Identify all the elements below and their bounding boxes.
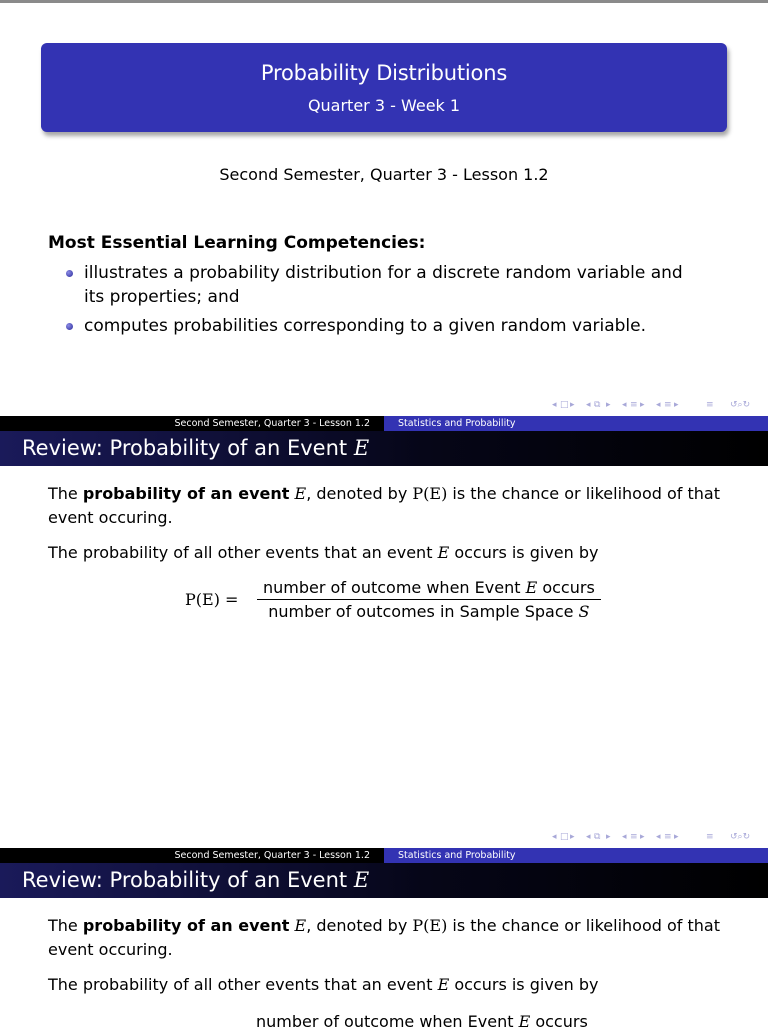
nav-left-arrow-icon[interactable]: ◂ [552,400,557,410]
frame-title-bar [0,431,768,466]
formula-denominator: number of outcomes in Sample Space S [268,602,590,621]
formula-fraction [257,578,601,621]
nav-right-arrow-icon[interactable]: ▸ [640,832,645,842]
formula-numerator: number of outcome when Event E occurs [257,578,601,600]
nav-section-icon[interactable]: ≡ [664,832,672,842]
top-border [0,0,768,3]
nav-left-arrow-icon[interactable]: ◂ [552,832,557,842]
nav-left-arrow-icon[interactable]: ◂ [656,832,661,842]
competency-text: computes probabilities corresponding to a given random variable. [84,316,646,336]
formula-lhs: P(E) = [185,590,239,609]
nav-left-arrow-icon[interactable]: ◂ [586,400,591,410]
navigation-bar [552,834,766,844]
presentation-author: Second Semester, Quarter 3 - Lesson 1.2 [219,165,549,184]
footline-course: Statistics and Probability [398,850,516,861]
nav-right-arrow-icon[interactable]: ▸ [674,400,679,410]
nav-document-icon[interactable]: ≡ [706,832,714,842]
nav-frame-icon[interactable]: □ [560,400,569,410]
formula-intro-paragraph: The probability of all other events that an event E occurs is given by [48,543,599,562]
nav-subsection-icon[interactable]: ⧉ [594,400,601,410]
nav-left-arrow-icon[interactable]: ◂ [656,400,661,410]
competencies-heading: Most Essential Learning Competencies: [48,233,426,253]
bullet-icon [66,270,73,277]
nav-section-icon[interactable]: ≡ [630,400,638,410]
frame-title-variable: E [353,868,370,892]
nav-subsection-icon[interactable]: ⧉ [594,832,601,842]
bullet-icon [66,323,73,330]
presentation-subtitle: Quarter 3 - Week 1 [307,96,461,115]
nav-search-icon[interactable]: ↺⌕↻ [730,400,751,410]
navigation-bar [552,402,766,412]
footline-author: Second Semester, Quarter 3 - Lesson 1.2 [174,418,370,429]
formula-intro-paragraph: The probability of all other events that an event E occurs is given by [48,975,599,994]
frame-title: Review: Probability of an Event [22,868,354,892]
nav-right-arrow-icon[interactable]: ▸ [570,400,575,410]
competencies-list [66,261,706,343]
nav-section-icon[interactable]: ≡ [630,832,638,842]
footline-course: Statistics and Probability [398,418,516,429]
competency-text: illustrates a probability distribution for a discrete random variable and its properties; and [84,263,683,307]
list-item [66,314,706,338]
nav-section-icon[interactable]: ≡ [664,400,672,410]
nav-frame-icon[interactable]: □ [560,832,569,842]
nav-right-arrow-icon[interactable]: ▸ [640,400,645,410]
title-box [41,43,727,132]
defined-term: probability of an event [82,916,290,935]
slide-footline [0,848,768,863]
nav-search-icon[interactable]: ↺⌕↻ [730,832,751,842]
frame-title: Review: Probability of an Event [22,436,354,460]
nav-left-arrow-icon[interactable]: ◂ [622,400,627,410]
formula-numerator-partial: number of outcome when Event E occurs [256,1012,588,1031]
presentation-title: Probability Distributions [260,61,508,85]
nav-right-arrow-icon[interactable]: ▸ [674,832,679,842]
definition-paragraph: The probability of an event E, denoted by P(E) is the chance or likelihood of that event occuring. [48,484,720,527]
definition-paragraph: The probability of an event E, denoted by P(E) is the chance or likelihood of that event occuring. [48,916,720,959]
list-item [66,261,706,309]
frame-title-bar [0,863,768,898]
nav-left-arrow-icon[interactable]: ◂ [586,832,591,842]
nav-right-arrow-icon[interactable]: ▸ [606,400,611,410]
slide-footline [0,416,768,431]
defined-term: probability of an event [82,484,290,503]
footline-author: Second Semester, Quarter 3 - Lesson 1.2 [174,850,370,861]
nav-document-icon[interactable]: ≡ [706,400,714,410]
nav-left-arrow-icon[interactable]: ◂ [622,832,627,842]
nav-right-arrow-icon[interactable]: ▸ [606,832,611,842]
frame-title-variable: E [353,436,370,460]
nav-right-arrow-icon[interactable]: ▸ [570,832,575,842]
